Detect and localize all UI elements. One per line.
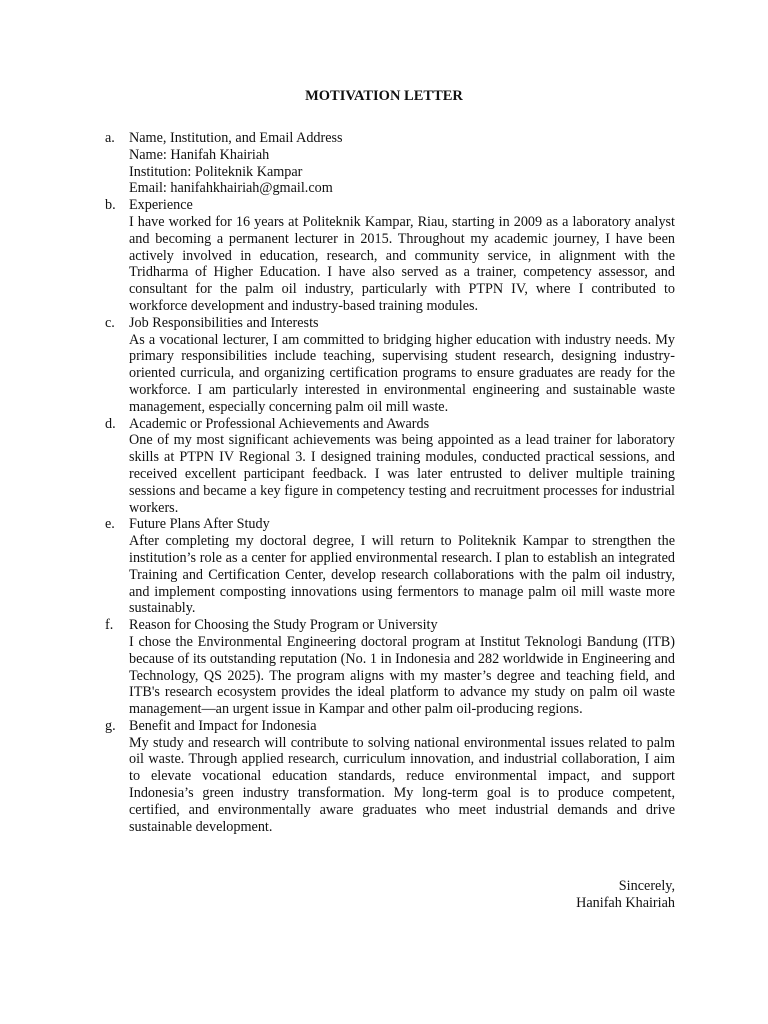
email-line: Email: hanifahkhairiah@gmail.com xyxy=(129,180,333,197)
section-experience xyxy=(105,197,675,315)
section-benefit-impact xyxy=(105,718,675,836)
section-paragraph: After completing my doctoral degree, I will return to Politeknik Kampar to strengthen the institution’s role as a center for applied environmental research. I plan to establish an integrated Training and Certification Center, develop research collaborations with the palm oil industry, and implement composting innovations using fermentors to manage palm oil mill waste more sustainably. xyxy=(129,533,675,617)
name-line: Name: Hanifah Khairiah xyxy=(129,146,270,163)
section-heading: Experience xyxy=(129,197,193,214)
section-heading: Academic or Professional Achievements and Awards xyxy=(129,415,430,432)
section-marker: e. xyxy=(105,516,115,533)
section-reason-for-program xyxy=(105,617,675,718)
section-marker: b. xyxy=(105,197,116,214)
institution-line: Institution: Politeknik Kampar xyxy=(129,163,303,180)
section-heading: Job Responsibilities and Interests xyxy=(129,314,319,331)
closing-signer-name: Hanifah Khairiah xyxy=(576,895,675,911)
section-heading: Future Plans After Study xyxy=(129,516,270,533)
section-paragraph: I have worked for 16 years at Politeknik Kampar, Riau, starting in 2009 as a laboratory analyst and becoming a permanent lecturer in 2015. Throughout my academic journey, I have been actively involved in education, research, and community service, in alignment with the Tridharma of Higher Education. I have also served as a trainer, competency assessor, and consultant for the palm oil industry, particularly with PTPN IV, where I contributed to workforce development and industry-based training modules. xyxy=(129,213,675,314)
section-marker: a. xyxy=(105,130,115,146)
section-future-plans xyxy=(105,516,675,617)
section-marker: g. xyxy=(105,717,116,734)
section-name-institution-email xyxy=(105,130,675,197)
section-paragraph: One of my most significant achievements was being appointed as a lead trainer for laboratory skills at PTPN IV Regional 3. I designed training modules, conducted practical sessions, and received excellent participant feedback. I was later entrusted to deliver multiple training sessions and became a key figure in competency testing and recruitment processes for industrial workers. xyxy=(129,432,675,516)
section-heading: Reason for Choosing the Study Program or University xyxy=(129,617,438,634)
section-paragraph: I chose the Environmental Engineering doctoral program at Institut Teknologi Bandung (ITB) because of its outstanding reputation (No. 1 in Indonesia and 282 worldwide in Engineering and Technology, QS 2025). The program aligns with my master’s degree and teaching field, and ITB's research ecosystem provides the ideal platform to advance my study on palm oil waste management—an urgent issue in Kampar and other palm oil-producing regions. xyxy=(129,633,675,718)
section-heading: Name, Institution, and Email Address xyxy=(129,130,343,146)
section-heading: Benefit and Impact for Indonesia xyxy=(129,717,317,734)
section-marker: c. xyxy=(105,314,115,331)
section-paragraph: My study and research will contribute to solving national environmental issues related to palm oil waste. Through applied research, curriculum innovation, and industrial collaboration, I aim to elevate vocational education standards, reduce environmental impact, and support Indonesia’s green industry transformation. My long-term goal is to produce competent, certified, and environmentally aware graduates who meet industrial demands and drive sustainable development. xyxy=(129,734,675,835)
letter-body xyxy=(105,130,675,835)
section-responsibilities xyxy=(105,315,675,416)
section-paragraph: As a vocational lecturer, I am committed to bridging higher education with industry needs. My primary responsibilities include teaching, supervising student research, designing industry-oriented curricula, and organizing certification programs to ensure graduates are ready for the workforce. I am particularly interested in environmental engineering and sustainable waste management, especially concerning palm oil mill waste. xyxy=(129,331,675,415)
letter-title: MOTIVATION LETTER xyxy=(305,88,463,104)
letter-closing xyxy=(576,878,675,912)
section-marker: f. xyxy=(105,617,114,634)
section-marker: d. xyxy=(105,415,116,432)
closing-salutation: Sincerely, xyxy=(618,878,675,894)
section-achievements xyxy=(105,416,675,517)
